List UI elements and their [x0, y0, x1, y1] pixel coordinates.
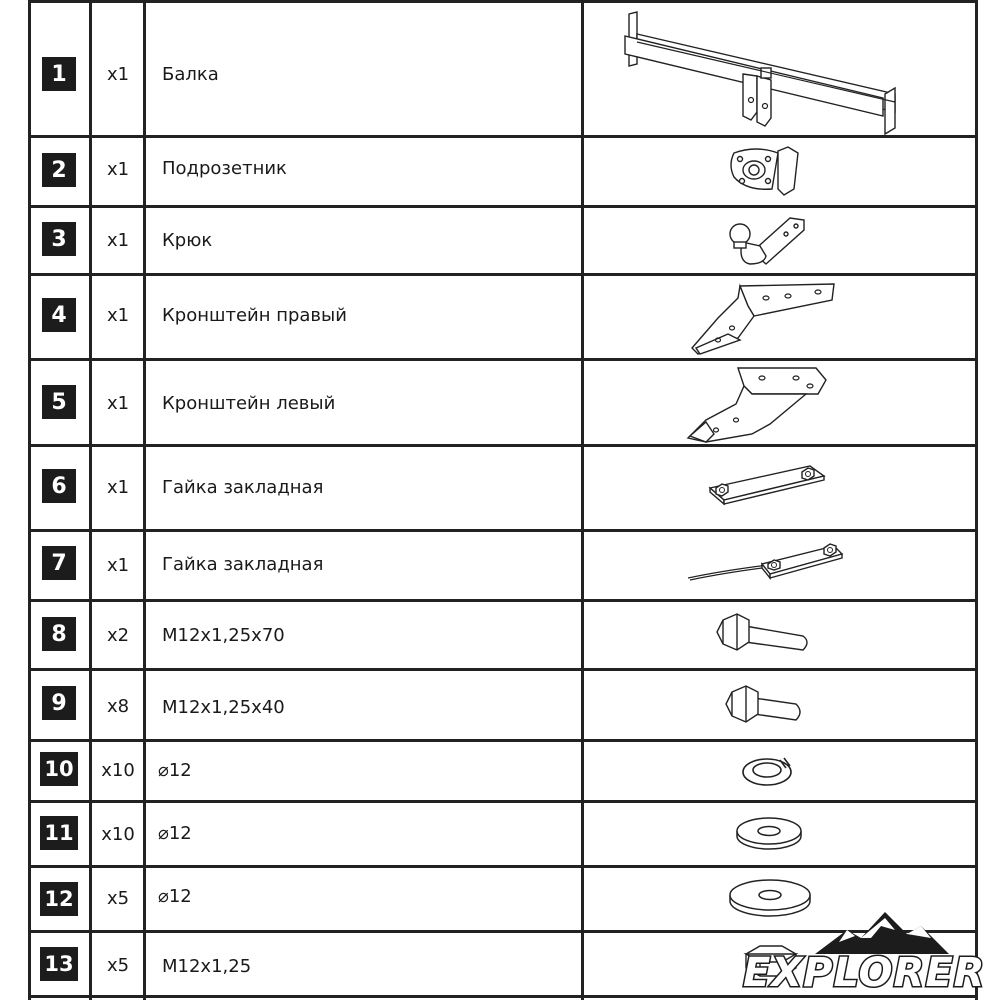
row-quantity: x10 — [101, 824, 135, 845]
row-part-name: Кронштейн левый — [162, 393, 336, 414]
row-quantity: x1 — [106, 159, 130, 180]
long-bolt-icon — [715, 612, 815, 658]
row-divider — [28, 273, 978, 276]
row-divider — [28, 599, 978, 602]
row-part-name: ⌀12 — [158, 886, 192, 907]
embedded-nut-plate-wire-icon — [686, 536, 846, 586]
row-part-name: Балка — [162, 64, 219, 85]
spring-washer-icon — [740, 754, 796, 790]
row-divider — [28, 739, 978, 742]
row-part-name: Гайка закладная — [162, 554, 324, 575]
row-number-badge: 5 — [42, 385, 76, 419]
row-quantity: x1 — [106, 477, 130, 498]
row-quantity: x1 — [106, 64, 130, 85]
row-number-badge: 11 — [40, 816, 78, 850]
flat-washer-icon — [735, 816, 805, 852]
row-number-badge: 7 — [42, 546, 76, 580]
column-divider — [89, 0, 92, 1000]
row-divider — [28, 358, 978, 361]
row-part-name: M12x1,25x70 — [162, 625, 285, 646]
short-bolt-icon — [724, 684, 808, 728]
row-divider — [28, 444, 978, 447]
row-quantity: x10 — [101, 760, 135, 781]
tow-ball-hook-icon — [720, 212, 810, 270]
explorer-logo — [735, 908, 1000, 1000]
row-number-badge: 8 — [42, 617, 76, 651]
row-quantity: x2 — [106, 625, 130, 646]
right-bracket-icon — [688, 278, 840, 356]
row-part-name: Крюк — [162, 230, 213, 251]
row-divider — [28, 205, 978, 208]
row-part-name: ⌀12 — [158, 823, 192, 844]
row-number-badge: 12 — [40, 882, 78, 916]
row-quantity: x1 — [106, 393, 130, 414]
left-bracket-icon — [686, 364, 830, 442]
row-number-badge: 9 — [42, 686, 76, 720]
logo-text: EXPLORER — [743, 950, 986, 996]
row-part-name: ⌀12 — [158, 760, 192, 781]
row-quantity: x1 — [106, 305, 130, 326]
row-quantity: x8 — [106, 696, 130, 717]
row-number-badge: 13 — [40, 947, 78, 981]
row-quantity: x5 — [106, 888, 130, 909]
row-divider — [28, 800, 978, 803]
row-number-badge: 1 — [42, 57, 76, 91]
parts-table — [28, 0, 978, 1000]
row-number-badge: 4 — [42, 298, 76, 332]
row-divider — [28, 865, 978, 868]
row-number-badge: 6 — [42, 469, 76, 503]
row-divider — [28, 135, 978, 138]
row-divider — [28, 0, 978, 3]
row-part-name: M12x1,25 — [162, 956, 252, 977]
row-number-badge: 3 — [42, 222, 76, 256]
row-divider — [28, 668, 978, 671]
tow-beam-icon — [615, 12, 915, 130]
row-quantity: x5 — [106, 955, 130, 976]
row-number-badge: 10 — [40, 752, 78, 786]
row-quantity: x1 — [106, 555, 130, 576]
row-part-name: Кронштейн правый — [162, 305, 347, 326]
embedded-nut-plate-icon — [706, 460, 830, 508]
row-part-name: M12x1,25x40 — [162, 697, 285, 718]
column-divider — [581, 0, 584, 1000]
row-part-name: Подрозетник — [162, 158, 287, 179]
row-number-badge: 2 — [42, 153, 76, 187]
column-divider — [143, 0, 146, 1000]
socket-bracket-icon — [728, 145, 803, 197]
row-part-name: Гайка закладная — [162, 477, 324, 498]
row-divider — [28, 529, 978, 532]
row-quantity: x1 — [106, 230, 130, 251]
